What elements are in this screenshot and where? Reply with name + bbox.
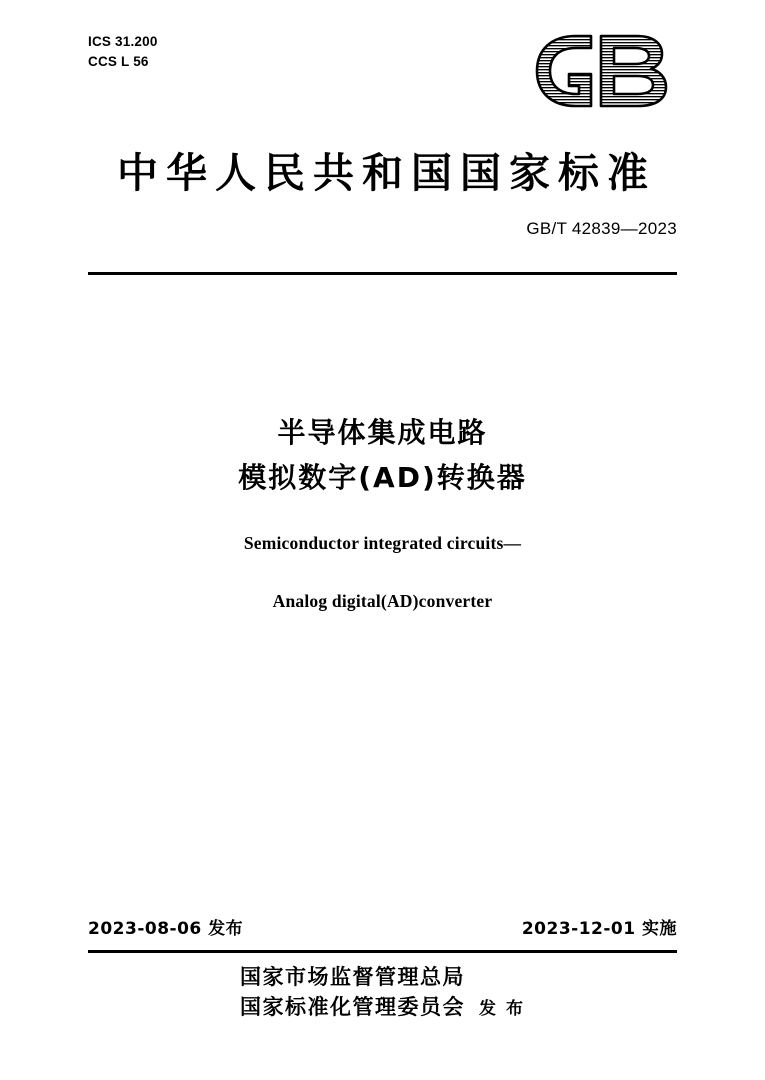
publisher-verb: 发 布 xyxy=(479,998,525,1019)
dates-row xyxy=(88,914,677,939)
publisher-line-1: 国家市场监督管理总局 xyxy=(240,965,466,989)
title-cn-line-1: 半导体集成电路 xyxy=(277,416,488,449)
ics-code: ICS 31.200 xyxy=(88,34,158,49)
issue-date: 2023-08-06 发布 xyxy=(88,919,244,939)
implementation-date: 2023-12-01 实施 xyxy=(521,919,677,939)
title-en-line-1: Semiconductor integrated circuits— xyxy=(243,532,522,553)
classification-block xyxy=(88,32,158,71)
publisher-line-2: 国家标准化管理委员会 xyxy=(240,995,466,1020)
title-cn-line-2: 模拟数字(AD)转换器 xyxy=(238,461,527,495)
national-standard-title: 中华人民共和国国家标准 xyxy=(117,149,656,197)
ccs-code: CCS L 56 xyxy=(88,53,149,69)
gb-emblem-icon xyxy=(529,30,679,112)
footer-divider xyxy=(88,950,677,953)
publisher-block xyxy=(0,962,765,1023)
title-en-line-2: Analog digital(AD)converter xyxy=(272,591,493,612)
publisher-names xyxy=(240,962,465,1023)
header-divider xyxy=(88,272,677,275)
standard-number: GB/T 42839—2023 xyxy=(526,219,677,238)
document-title-block xyxy=(0,410,765,617)
